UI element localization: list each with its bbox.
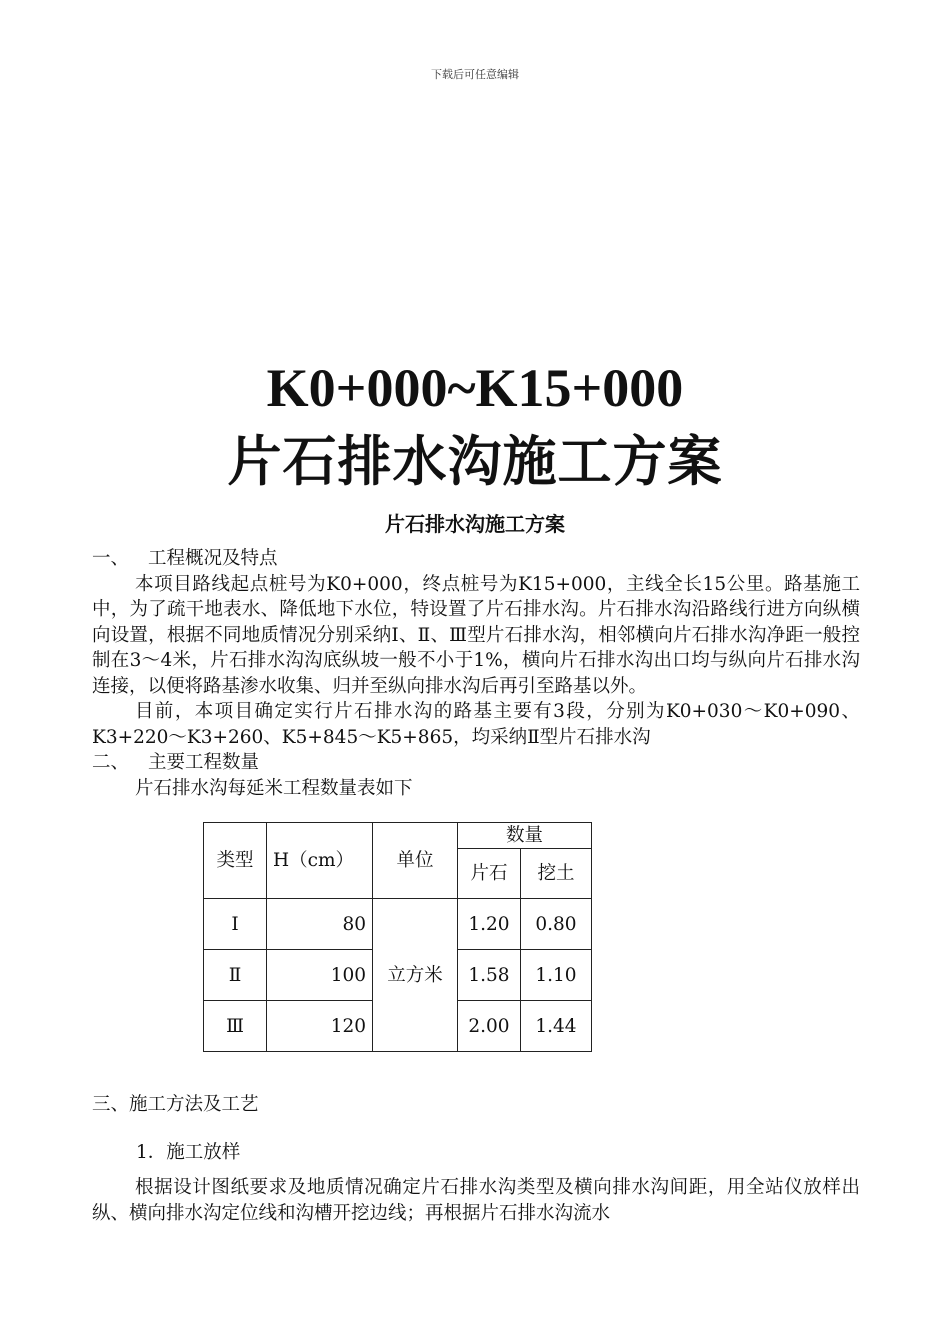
cell-unit: 立方米 [373, 899, 458, 1052]
header-dig: 挖土 [521, 849, 592, 899]
section1-number: 一、 [92, 548, 130, 569]
section3-subheading: 1．施工放样 [136, 1142, 241, 1163]
section1-paragraph-2: 目前，本项目确定实行片石排水沟的路基主要有3段，分别为K0+030～K0+090、K3+220～K3+260、K5+845～K5+865，均采纳Ⅱ型片石排水沟 [92, 701, 860, 748]
quantity-table [203, 822, 592, 1052]
section2-number: 二、 [92, 752, 130, 773]
document-subtitle: 片石排水沟施工方案 [385, 512, 565, 536]
table-row [204, 899, 592, 950]
cell-stone: 1.58 [458, 950, 521, 1001]
section1-paragraph-1: 本项目路线起点桩号为K0+000，终点桩号为K15+000，主线全长15公里。路基施工中，为了疏干地表水、降低地下水位，特设置了片石排水沟。片石排水沟沿路线行进方向纵横向设置，根据不同地质情况分别采纳Ⅰ、Ⅱ、Ⅲ型片石排水沟，相邻横向片石排水沟净距一般控制在3～4米，片石排水沟沟底纵坡一般不小于1%，横向片石排水沟出口均与纵向片石排水沟连接，以便将路基渗水收集、归并至纵向排水沟后再引至路基以外。 [92, 573, 860, 697]
header-quantity: 数量 [458, 823, 592, 849]
cell-height: 120 [267, 1001, 373, 1052]
cell-dig: 1.10 [521, 950, 592, 1001]
header-stone: 片石 [458, 849, 521, 899]
cell-type: Ⅲ [204, 1001, 267, 1052]
document-title-line1: K0+000~K15+000 [266, 358, 684, 418]
cell-dig: 0.80 [521, 899, 592, 950]
cell-stone: 2.00 [458, 1001, 521, 1052]
body-content [92, 546, 860, 801]
section2-intro: 片石排水沟每延米工程数量表如下 [135, 777, 413, 799]
document-title-line2: 片石排水沟施工方案 [227, 429, 723, 493]
header-note: 下载后可任意编辑 [431, 68, 519, 81]
section1-title: 工程概况及特点 [148, 548, 278, 569]
header-type: 类型 [204, 823, 267, 899]
section2-heading [92, 750, 860, 776]
cell-height: 100 [267, 950, 373, 1001]
cell-type: Ⅱ [204, 950, 267, 1001]
header-unit: 单位 [373, 823, 458, 899]
cell-dig: 1.44 [521, 1001, 592, 1052]
section3-heading: 三、施工方法及工艺 [92, 1094, 259, 1115]
cell-height: 80 [267, 899, 373, 950]
cell-stone: 1.20 [458, 899, 521, 950]
cell-type: Ⅰ [204, 899, 267, 950]
section2-title: 主要工程数量 [148, 752, 260, 773]
header-height: H（cm） [267, 823, 373, 899]
section3-paragraph: 根据设计图纸要求及地质情况确定片石排水沟类型及横向排水沟间距，用全站仪放样出纵、横向排水沟定位线和沟槽开挖边线；再根据片石排水沟流水 [92, 1177, 860, 1224]
section1-heading [92, 546, 860, 572]
